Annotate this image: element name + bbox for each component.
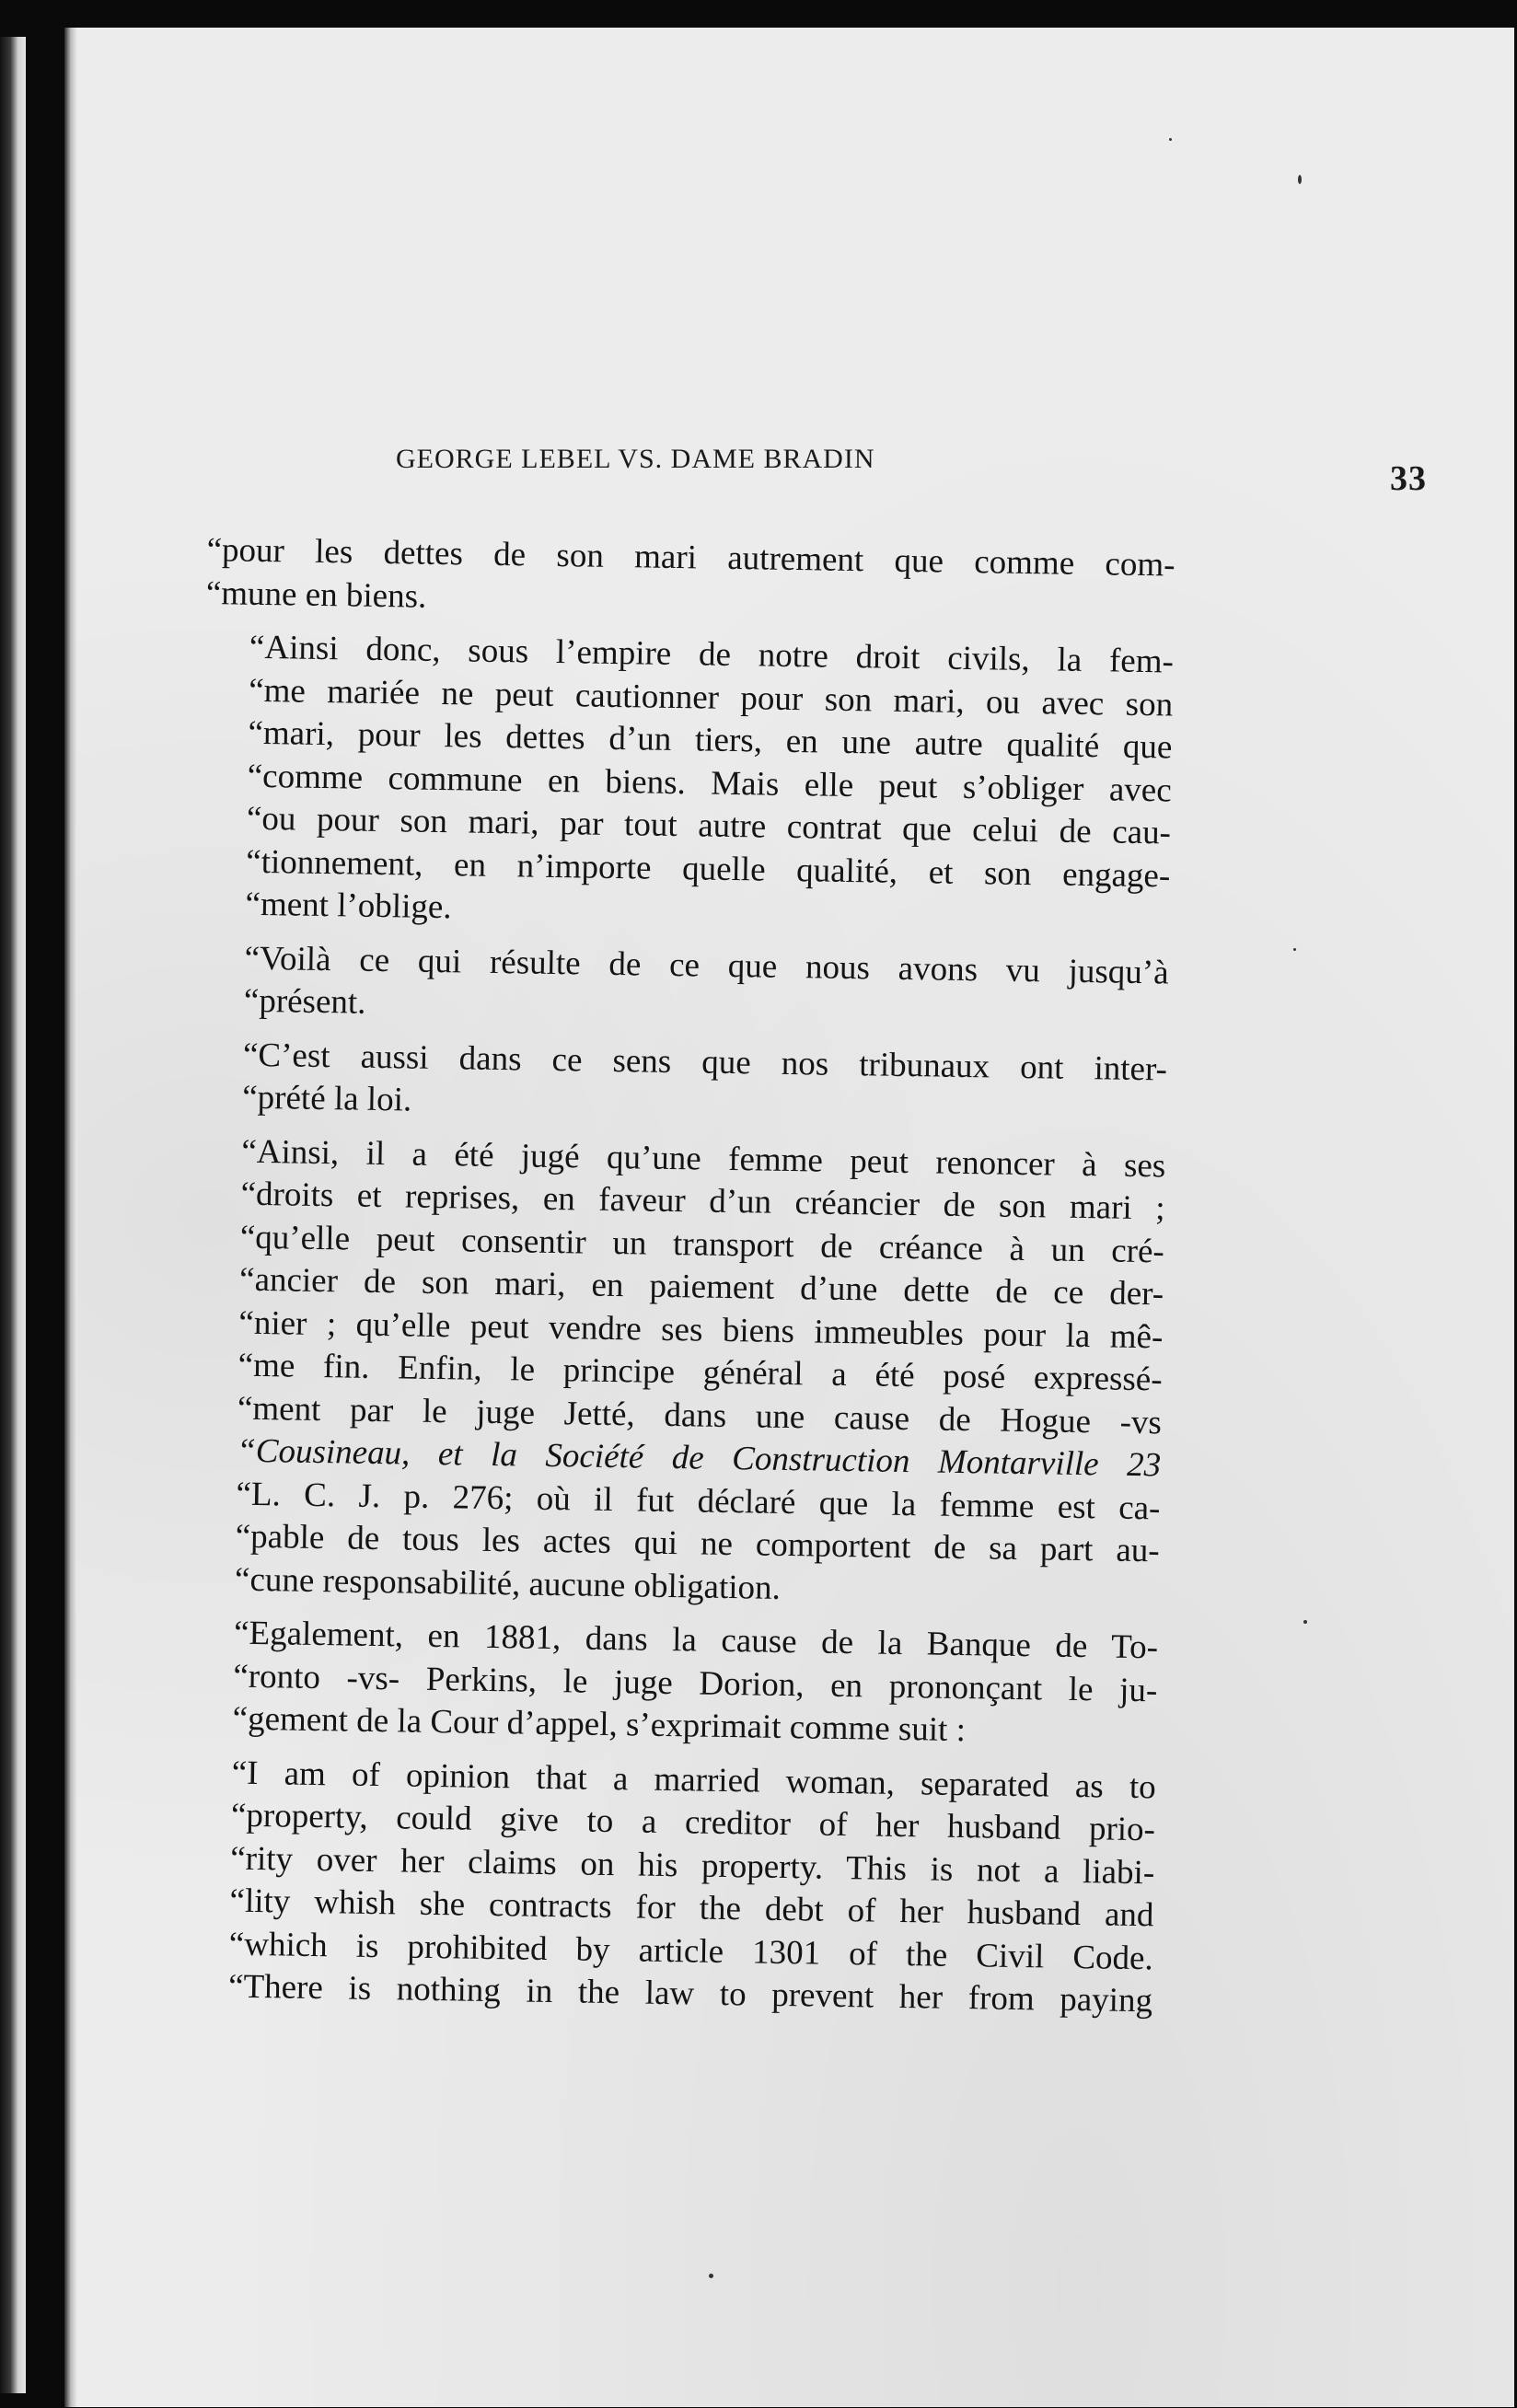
text-line: “ment par le juge Jetté, dans une cause de Hogue -vs xyxy=(237,1389,1163,1441)
text-line: “Egalement, en 1881, dans la cause de la Banque de To- xyxy=(233,1614,1159,1667)
text-line: “qu’elle peut consentir un transport de créance à un cré- xyxy=(239,1218,1165,1270)
text-line: “I am of opinion that a married woman, separated as to xyxy=(231,1754,1156,1806)
text-line: “comme commune en biens. Mais elle peut s’obliger avec xyxy=(247,757,1172,809)
page-number: 33 xyxy=(1390,459,1427,498)
scan-speck xyxy=(1169,138,1172,141)
page-header xyxy=(396,444,1427,498)
text-line: “Voilà ce qui résulte de ce que nous avons vu jusqu’à xyxy=(244,939,1169,991)
text-line: “me fin. Enfin, le principe général a été posé expressé- xyxy=(237,1346,1163,1399)
text-line: “rity over her claims on his property. This is not a liabi- xyxy=(230,1839,1155,1892)
text-line: “Ainsi, il a été jugé qu’une femme peut renoncer à ses xyxy=(241,1132,1166,1185)
text-line: “Cousineau, et la Société de Construction Montarville 23 xyxy=(236,1431,1162,1485)
text-line: “présent. xyxy=(243,981,366,1022)
text-line: “pour les dettes de son mari autrement que comme com- xyxy=(206,530,1175,585)
text-line: “nier ; qu’elle peut vendre ses biens immeubles pour la mê- xyxy=(238,1303,1164,1356)
text-line: “pable de tous les actes qui ne comportent de sa part au- xyxy=(235,1517,1161,1570)
paragraph xyxy=(188,1612,1158,1755)
paragraph xyxy=(206,529,1175,631)
text-line: “gement de la Cour d’appel, s’exprimait comme suit : xyxy=(232,1699,967,1750)
text-line: “There is nothing in the law to prevent her from paying xyxy=(227,1967,1153,2020)
paragraph xyxy=(184,1751,1156,2022)
paragraph xyxy=(191,1129,1166,1615)
text-line: “lity whish she contracts for the debt of her husband and xyxy=(229,1881,1154,1935)
page-gutter-shadow xyxy=(64,28,77,2407)
text-line: “ancier de son mari, en paiement d’une dette de ce der- xyxy=(238,1260,1164,1314)
text-line: “mune en biens. xyxy=(205,573,427,616)
text-line: “prété la loi. xyxy=(241,1078,412,1119)
text-line: “me mariée ne peut cautionner pour son mari, ou avec son xyxy=(248,671,1174,724)
text-line: “mari, pour les dettes d’un tiers, en une autre qualité que xyxy=(248,713,1173,767)
scan-speck xyxy=(709,2274,713,2278)
text-line: “ronto -vs- Perkins, le juge Dorion, en prononçant le ju- xyxy=(233,1657,1158,1709)
text-line: “L. C. J. p. 276; où il fut déclaré que la femme est ca- xyxy=(236,1475,1161,1527)
scan-speck xyxy=(1303,1620,1307,1624)
paragraph xyxy=(201,626,1174,941)
body-text xyxy=(184,529,1175,2034)
text-line: “Ainsi donc, sous l’empire de notre droit civils, la fem- xyxy=(249,628,1175,681)
scan-speck xyxy=(1298,175,1302,184)
book-page xyxy=(64,28,1514,2407)
text-line: “cune responsabilité, aucune obligation. xyxy=(234,1560,782,1607)
text-line: “ment l’oblige. xyxy=(245,885,452,927)
text-line: “property, could give to a creditor of her husband prio- xyxy=(230,1796,1156,1849)
text-line: “ou pour son mari, par tout autre contrat que celui de cau- xyxy=(246,799,1172,852)
text-line: “C’est aussi dans ce sens que nos tribunaux ont inter- xyxy=(242,1036,1168,1088)
paragraph xyxy=(198,1033,1167,1134)
text-line: “droits et reprises, en faveur d’un créancier de son mari ; xyxy=(240,1175,1165,1228)
text-line: “tionnement, en n’importe quelle qualité, et son engage- xyxy=(246,842,1171,895)
running-head: GEORGE LEBEL VS. DAME BRADIN xyxy=(396,444,875,474)
facing-page-edge xyxy=(0,37,26,2393)
scan-speck xyxy=(1293,948,1296,951)
paragraph xyxy=(200,936,1169,1037)
text-line: “which is prohibited by article 1301 of the Civil Code. xyxy=(228,1925,1154,1977)
